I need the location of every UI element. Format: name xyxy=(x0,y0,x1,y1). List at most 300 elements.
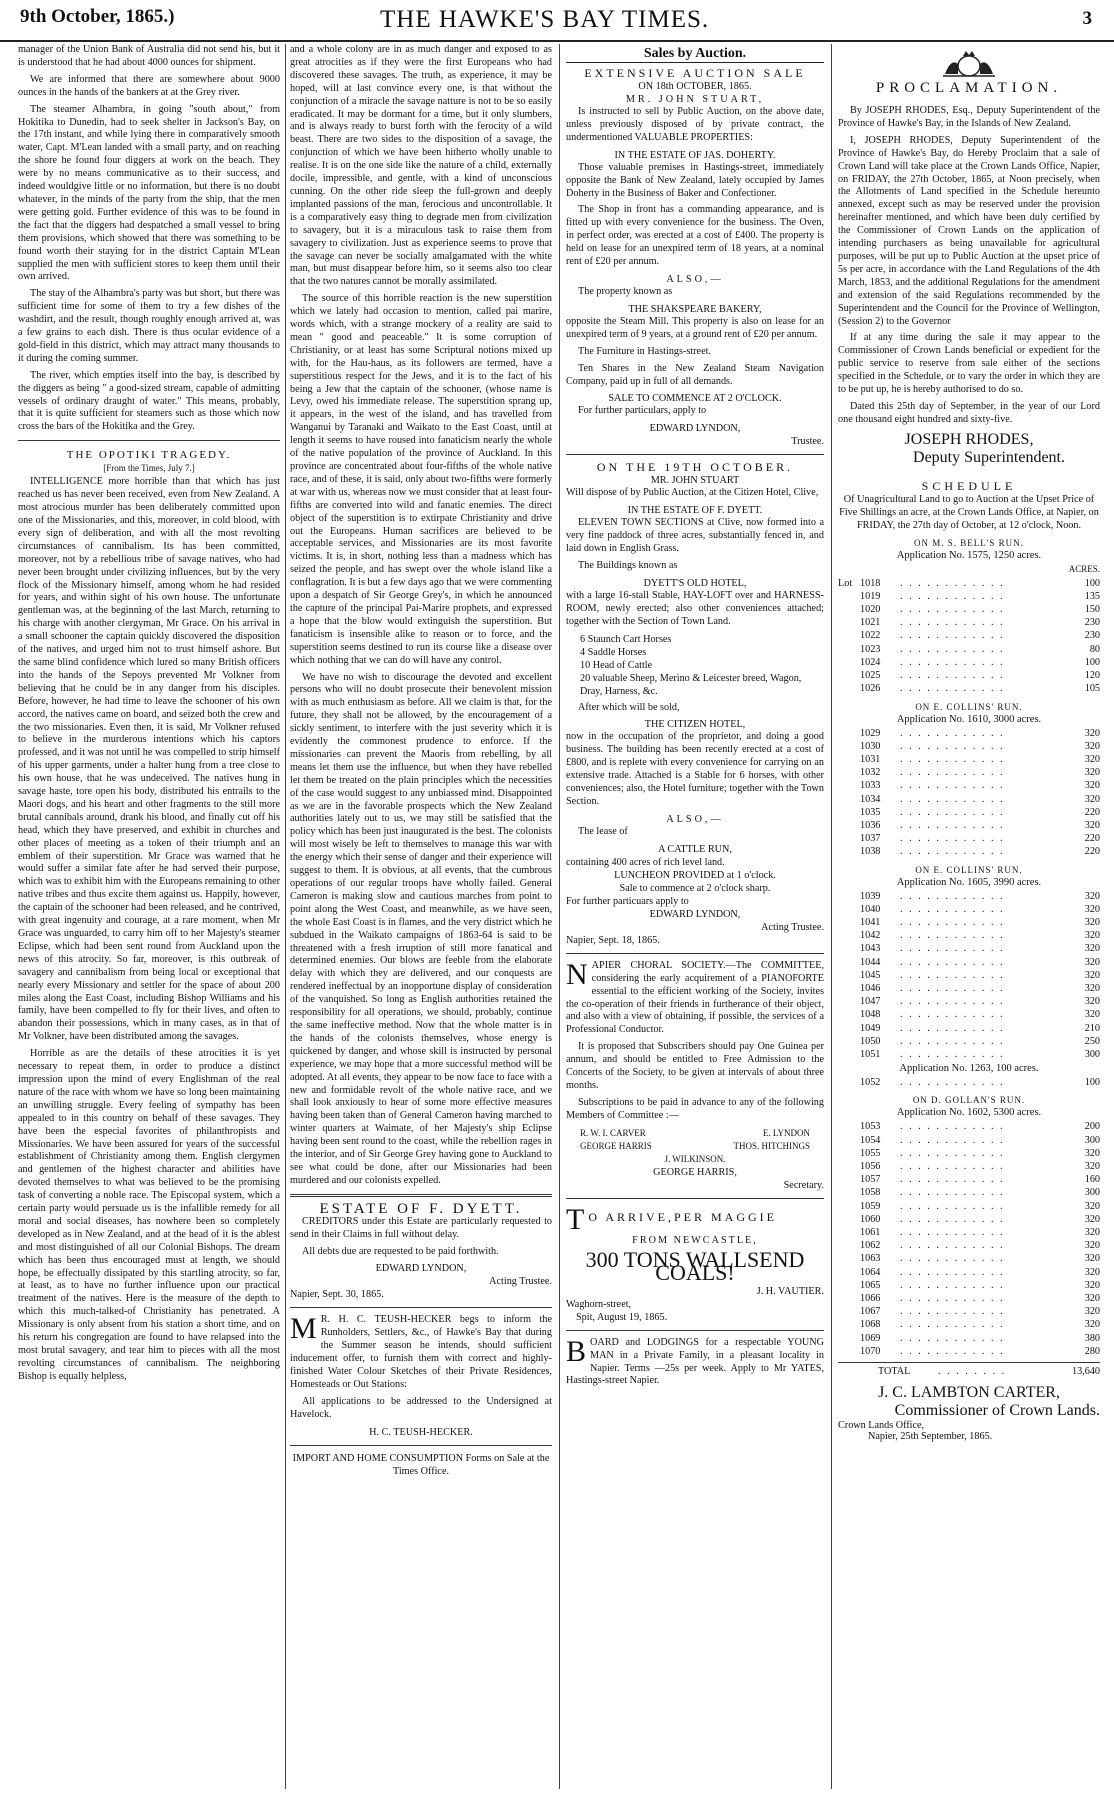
lot-acres: 320 xyxy=(1084,1200,1100,1212)
proclamation-text: I, JOSEPH RHODES, Deputy Superintendent of the Province of Hawke's Bay, do Hereby Proclaim that a sale of Crown Land will take place at the Crown Lands Office, Napier, on FRIDAY, the 27th October, 1865, at Noon precisely, when the Allotments of Land specified in the Schedule hereunto annexed, except such as may be reserved under the provision hereinafter mentioned, and which have been duly certified by the Commissioner of Crown Lands on the application of intending purchasers as being unavailable for agricultural purposes, will be put up to Public Auction at the upset price of 5s per acre, in accordance with the Land Regulations of the 4th March, 1853, and the additional Regulations for the amendment and extension of the said Regulations recommended by the Superintendent and the Council for the Province of Wellington, (Session 2) to the Governor xyxy=(838,134,1100,327)
schedule-row xyxy=(838,1076,1100,1089)
notice-text: All applications to be addressed to the Undersigned at Havelock. xyxy=(290,1395,552,1420)
notice-role: Trustee. xyxy=(791,436,824,448)
schedule-row xyxy=(838,1134,1100,1147)
notice-title: O ARRIVE,PER MAGGIE xyxy=(588,1209,777,1224)
column-rule xyxy=(559,44,560,1789)
dot-leader: . . . . . . . . . . . . xyxy=(900,683,1005,695)
lot-label xyxy=(838,1008,860,1021)
notice-text: The lease of xyxy=(578,825,628,837)
lot-number: 1044 xyxy=(860,956,881,968)
dot-leader: . . . . . . . . . . . . xyxy=(900,590,1005,602)
lot-number: 1065 xyxy=(860,1279,881,1291)
schedule-row xyxy=(838,1318,1100,1331)
lot-acres: 320 xyxy=(1084,1160,1100,1172)
schedule-row xyxy=(838,1008,1100,1021)
schedule-row xyxy=(838,1022,1100,1035)
notice-text: The Buildings known as xyxy=(578,559,678,571)
lot-acres: 320 xyxy=(1084,903,1100,915)
lot-number: 1067 xyxy=(860,1306,881,1318)
committee-row xyxy=(566,1140,824,1153)
dot-leader: . . . . . . . . . . . . xyxy=(900,930,1005,942)
application-line: Application No. 1575, 1250 acres. xyxy=(896,550,1042,562)
article-paragraph: We are informed that there are somewhere about 9000 ounces in the hands of the bankers at at the Grey river. xyxy=(18,73,280,98)
notice-signature: EDWARD LYNDON, xyxy=(649,908,741,920)
dot-leader: . . . . . . . . . . . . xyxy=(900,890,1005,902)
committee-member: THOS. HITCHINGS xyxy=(733,1140,810,1151)
lot-label xyxy=(838,1076,860,1089)
dot-leader: . . . . . . . . . . . . xyxy=(900,1147,1005,1159)
committee-member: GEORGE HARRIS xyxy=(580,1140,652,1151)
notice-text: Those valuable premises in Hastings-street, immediately opposite the Bank of New Zealand, lately occupied by James Doherty in the Business of Baker and Confectioner. xyxy=(566,161,824,199)
lot-label xyxy=(838,616,860,629)
schedule-row xyxy=(838,753,1100,766)
drop-cap: T xyxy=(566,1202,585,1236)
lot-number: 1066 xyxy=(860,1293,881,1305)
lot-number: 1040 xyxy=(860,903,881,915)
lot-acres: 220 xyxy=(1084,846,1100,858)
lot-number: 1034 xyxy=(860,793,881,805)
lot-number: 1061 xyxy=(860,1227,881,1238)
dot-leader: . . . . . . . . . . . . xyxy=(900,767,1005,779)
schedule-table xyxy=(838,538,1100,1358)
lot-number: 1068 xyxy=(860,1319,881,1331)
coals-advert xyxy=(566,1202,824,1324)
coals-headline: 300 TONS WALLSEND COALS! xyxy=(585,1246,805,1285)
schedule-row xyxy=(838,942,1100,955)
lot-label xyxy=(838,1305,860,1318)
estate-notice xyxy=(290,1200,552,1302)
lot-label xyxy=(838,1345,860,1358)
lot-acres: 210 xyxy=(1084,1022,1100,1034)
lot-acres: 320 xyxy=(1084,1147,1100,1159)
divider xyxy=(290,1307,552,1308)
notice-role: Acting Trustee. xyxy=(761,921,824,933)
lot-label xyxy=(838,819,860,832)
dot-leader: . . . . . . . . . . . . xyxy=(900,916,1005,928)
lot-acres: 100 xyxy=(1084,656,1100,668)
lot-acres: 150 xyxy=(1084,604,1100,616)
notice-text: Sale to commence at 2 o'clock sharp. xyxy=(619,882,771,894)
article-heading: THE OPOTIKI TRAGEDY. xyxy=(66,449,232,462)
notice-signature: H. C. TEUSH-HECKER. xyxy=(369,1426,473,1438)
notice-text: The Furniture in Hastings-street. xyxy=(578,345,711,357)
dot-leader: . . . . . . . . . . . . xyxy=(900,1293,1005,1305)
lot-label xyxy=(838,643,860,656)
schedule-row xyxy=(838,1252,1100,1265)
lot-number: 1049 xyxy=(860,1022,881,1034)
lot-number: 1036 xyxy=(860,819,881,831)
lot-label xyxy=(838,1134,860,1147)
dot-leader: . . . . . . . . . . . . xyxy=(900,1187,1005,1199)
lot-number: 1056 xyxy=(860,1160,881,1172)
schedule-row xyxy=(838,1160,1100,1173)
lot-acres: 230 xyxy=(1084,630,1100,642)
teush-hecker-notice xyxy=(290,1314,552,1438)
lot-label xyxy=(838,1120,860,1133)
lot-number: 1055 xyxy=(860,1147,881,1159)
dot-leader: . . . . . . . . . . . . xyxy=(900,1345,1005,1357)
total-label: TOTAL xyxy=(878,1366,911,1378)
lot-acres: 135 xyxy=(1084,590,1100,602)
dot-leader: . . . . . . . . . . . . xyxy=(900,1319,1005,1331)
run-name: ON E. COLLINS' RUN. xyxy=(915,864,1023,875)
dot-leader: . . . . . . . . . . . . xyxy=(900,577,1005,589)
lot-acres: 320 xyxy=(1084,1319,1100,1331)
dot-leader: . . . . . . . . . . . . xyxy=(900,819,1005,831)
dot-leader: . . . . . . . . . . . . xyxy=(900,1200,1005,1212)
dot-leader: . . . . . . . . . . . . xyxy=(900,753,1005,765)
lot-acres: 300 xyxy=(1084,1048,1100,1060)
dot-leader: . . . . . . . . . . . . xyxy=(900,969,1005,981)
notice-date: Napier, Sept. 30, 1865. xyxy=(290,1289,384,1301)
lot-number: 1035 xyxy=(860,806,881,818)
dot-leader: . . . . . . . . . . . . xyxy=(900,656,1005,668)
lot-number: 1041 xyxy=(860,916,881,928)
property-name: A CATTLE RUN, xyxy=(658,843,732,855)
notice-signature: EDWARD LYNDON, xyxy=(375,1263,467,1275)
lot-acres: 320 xyxy=(1084,1279,1100,1291)
commissioner-name: J. C. LAMBTON CARTER, xyxy=(878,1384,1060,1402)
dot-leader: . . . . . . . . . . . . xyxy=(900,1266,1005,1278)
column-2 xyxy=(290,44,552,1789)
column-1 xyxy=(18,44,280,1789)
article-paragraph: The source of this horrible reaction is the new superstition which we lately had occasion to mention, called pai marire, words which, with a strange mockery of a reality are said to mean " good and peaceable." It is some corruption of Christianity, or at least has some Scriptural notions mixed up with, for the Hau-haus, as its followers are termed, have a superstitious respect for the Jews, and it is to the fact of his being a Jew that the captain of the schooner, (whose name is Levy, owed his immediate release. The superstition sprang up, it appears, in the west of the island, and has travelled from Wanganui by Taranaki and Waikato to the East Coast, until at length it seems to have roused into fanaticism nearly the whole of the native population of the province of Auckland. In this province are concentrated about four-fifths of the whole native race, and of these, it is said, only about two-fifths were formerly at war with us, whereas now we must consider that at least four-fifths are converted into wild and fanatic enemies. The direct object of the superstition is to extirpate Christianity and drive out the Europeans. Human sacrifices are believed to be acceptable services, and Missionaries are its most favorite victims. It is, in short, nothing less than a madness which has seized the people, and has swept over the whole island like a conflagration. It is but a few days ago that we were commenting upon a despatch of Sir George Grey's, in which he announced the capture of the principal Pai-Marire prophets, and expressed a hope that the blow would extinguish the superstition. But fanaticism is insensible alike to reason or to force, and the superstition seems destined to run its course like a disease over which nothing that we can do will have any control. xyxy=(290,293,552,666)
lot-number: 1038 xyxy=(860,846,881,858)
lot-acres: 320 xyxy=(1084,1227,1100,1238)
proclamation-by: By JOSEPH RHODES, Esq., Deputy Superintendent of the Province of Hawke's Bay, in the Islands of New Zealand. xyxy=(838,105,1100,129)
lot-label xyxy=(838,969,860,982)
column-3 xyxy=(566,44,824,1789)
list-item: 6 Staunch Cart Horses xyxy=(580,633,672,645)
lot-acres: 320 xyxy=(1084,890,1100,902)
lot-number: 1052 xyxy=(860,1077,881,1089)
notice-role: Acting Trustee. xyxy=(489,1276,552,1288)
dot-leader: . . . . . . . . . . . . xyxy=(900,1160,1005,1172)
lot-number: 1048 xyxy=(860,1009,881,1021)
dot-leader: . . . . . . . . . . . . xyxy=(900,604,1005,616)
lot-label xyxy=(838,1213,860,1226)
schedule-row xyxy=(838,1226,1100,1239)
notice-text: ELEVEN TOWN SECTIONS at Clive, now formed into a very fine paddock of three acres, substantially fenced in, and laid down in English Grass. xyxy=(566,517,824,555)
notice-text: The Shop in front has a commanding appearance, and is fitted up with every convenience for the business. The Oven, in perfect order, was erected at a cost of £400. The property is held on lease for an unexpired term of 18 years, at a nominal rent of £20 per annum. xyxy=(566,204,824,268)
list-item: 20 valuable Sheep, Merino & Leicester breed, Wagon, Dray, Harness, &c. xyxy=(580,672,802,697)
lot-acres: 320 xyxy=(1084,916,1100,928)
lot-acres: 100 xyxy=(1084,1077,1100,1089)
lot-label xyxy=(838,590,860,603)
issue-date: 9th October, 1865.) xyxy=(20,6,175,27)
schedule-row xyxy=(838,1292,1100,1305)
article-paragraph: The stay of the Alhambra's party was but short, but there was sufficient time for some of them to try a few dishes of the washdirt, and the result, though roughly enough arrived at, was a few grains to each dish. There is thus ocular evidence of a gold-field in this district, which may attract many thousands to it during the coming summer. xyxy=(18,288,280,364)
dot-leader: . . . . . . . . . . . . xyxy=(900,643,1005,655)
dot-leader: . . . . . . . . . . . . xyxy=(900,1174,1005,1186)
proclamation-text: If at any time during the sale it may appear to the Commissioner of Crown Lands beneficial or expedient for the public service to reserve from sale either of the sections specified in the Schedule, or to vary the order in which they are to be put up, he is hereby authorised to do so. xyxy=(838,332,1100,396)
notice-text: containing 400 acres of rich level land. xyxy=(566,856,725,868)
lot-number: 1039 xyxy=(860,890,881,902)
notice-signature: J. H. VAUTIER. xyxy=(756,1285,824,1297)
board-lodging-advert xyxy=(566,1334,824,1389)
run-name: ON E. COLLINS' RUN. xyxy=(915,701,1023,712)
notice-address: Waghorn-street, xyxy=(566,1298,632,1310)
divider xyxy=(566,1330,824,1331)
lot-label xyxy=(838,1226,860,1239)
lot-acres: 230 xyxy=(1084,617,1100,629)
schedule-row xyxy=(838,1332,1100,1345)
lot-acres: 250 xyxy=(1084,1035,1100,1047)
lot-number: 1064 xyxy=(860,1266,881,1278)
estate-name: IN THE ESTATE OF F. DYETT. xyxy=(627,505,763,517)
lot-acres: 320 xyxy=(1084,740,1100,752)
lot-label xyxy=(838,766,860,779)
lot-label xyxy=(838,1252,860,1265)
schedule-row xyxy=(838,982,1100,995)
article-paragraph: The steamer Alhambra, in going "south about," from Hokitika to Dunedin, had to seek shelter in Jackson's Bay, on the 17th instant, and while lying there in comparatively smooth water, Capt. M'Lean landed with a small party, and on reaching the shore he found four diggers at work on the beach. They were by no means communicative as to their success, and indeed wouldgive little or no information, but there is no doubt whatever, in the minds of the party from the ship, that the men were getting gold. Further evidence of this was to be found in the fact that the diggers had despatched a small vessel to bring them provisions, which showed that there was something to be found worth their staying for in the district Captain M'Lean supplied the men with sufficient stores to keep them until their own arrived. xyxy=(18,103,280,283)
lot-number: 1060 xyxy=(860,1213,881,1225)
lot-acres: 320 xyxy=(1084,930,1100,942)
royal-crest-icon xyxy=(941,48,997,78)
column-rule xyxy=(285,44,286,1789)
dot-leader: . . . . . . . . . . . . xyxy=(900,740,1005,752)
lot-acres: 200 xyxy=(1084,1121,1100,1133)
lot-number: 1018 xyxy=(860,577,881,589)
lot-number: 1037 xyxy=(860,833,881,845)
lot-label xyxy=(838,1035,860,1048)
schedule-row xyxy=(838,929,1100,942)
also-label: ALSO,— xyxy=(666,273,724,285)
application-line: Application No. 1263, 100 acres. xyxy=(899,1063,1039,1075)
notice-text: For further particulars, apply to xyxy=(578,405,707,417)
notice-title: ESTATE OF F. DYETT. xyxy=(319,1200,523,1217)
lot-number: 1031 xyxy=(860,753,881,765)
list-item: 4 Saddle Horses xyxy=(580,646,647,658)
schedule-row xyxy=(838,903,1100,916)
application-line: Application No. 1605, 3990 acres. xyxy=(896,876,1042,888)
schedule-row xyxy=(838,603,1100,616)
schedule-row xyxy=(838,1120,1100,1133)
lot-acres: 300 xyxy=(1084,1187,1100,1199)
lot-number: 1069 xyxy=(860,1332,881,1344)
article-paragraph: The river, which empties itself into the bay, is described by the diggers as being " a good-sized stream, capable of admitting vessels of ordinary draught of water." This means, probably, that it is quite sufficient for steamers such as those which now cross the bars of the Hokitika and the Grey. xyxy=(18,369,280,433)
lot-acres: 320 xyxy=(1084,943,1100,955)
dot-leader: . . . . . . . . . . . . xyxy=(900,1240,1005,1252)
notice-date: Napier, Sept. 18, 1865. xyxy=(566,934,660,946)
also-label: ALSO,— xyxy=(666,813,724,825)
lot-label xyxy=(838,682,860,695)
notice-text: APIER CHORAL SOCIETY.—The COMMITTEE, considering the early acquirement of a PIANOFORTE essential to the efficient working of the Society, invites the co-operation of their friends in furtherance of their object, and also with a view of obtaining, if possible, the services of a Professional Conductor. xyxy=(566,959,824,1036)
schedule-row xyxy=(838,956,1100,969)
acres-header-row xyxy=(838,563,1100,576)
lot-acres: 320 xyxy=(1084,1240,1100,1252)
application-line: Application No. 1602, 5300 acres. xyxy=(896,1107,1042,1119)
lot-number: 1051 xyxy=(860,1048,881,1060)
property-name: THE CITIZEN HOTEL, xyxy=(644,719,746,731)
dot-leader: . . . . . . . . . . . . xyxy=(900,833,1005,845)
notice-text: Will dispose of by Public Auction, at the Citizen Hotel, Clive, xyxy=(566,487,819,499)
notice-title: ON THE 19TH OCTOBER. xyxy=(596,460,794,475)
lot-number: 1026 xyxy=(860,683,881,695)
schedule-row xyxy=(838,727,1100,740)
schedule-row xyxy=(838,656,1100,669)
lot-label xyxy=(838,629,860,642)
lot-number: 1020 xyxy=(860,604,881,616)
lot-acres: 100 xyxy=(1084,577,1100,589)
commissioner-role: Commissioner of Crown Lands. xyxy=(894,1402,1100,1420)
lot-acres: 220 xyxy=(1084,806,1100,818)
dot-leader: . . . . . . . . . . . . xyxy=(900,1227,1005,1238)
schedule-row xyxy=(838,1200,1100,1213)
dot-leader: . . . . . . . . . . . . xyxy=(900,793,1005,805)
lot-acres: 320 xyxy=(1084,767,1100,779)
notice-text: Ten Shares in the New Zealand Steam Navigation Company, paid up in full of all demands. xyxy=(566,362,824,387)
notice-text: CREDITORS under this Estate are particularly requested to send in their Claims in full without delay. xyxy=(290,1215,552,1240)
schedule-row xyxy=(838,1213,1100,1226)
schedule-row xyxy=(838,766,1100,779)
article-paragraph: We have no wish to discourage the devoted and excellent persons who will no doubt prosecute their benevolent mission with as much enthusiasm as before. All we claim is that, for the future, they shall not be allowed, by the encouragement of a sickly sentiment, to interfere with the just severity which it is evidently the commonest prudence to enforce. If the missionaries can prevent the Maoris from rebelling, by all means let them use the influence, but when they have rebelled let them be treated on the plain principles which the necessities of the case would suggest to any unbiassed mind. Disappointed as we are in the favorable prospects which the New Zealand authorities lately out to us, we may still be satisfied that the policy which has been just inaugurated is the best. The colonists will most wisely be left to themselves to manage this war with the energy which their sense of danger and their experience will suggest to them. It is obvious, at all events, that the cumbrous operations of our regular troops have wholly failed. General Cameron is making slow and cautious marches from point to point along the West Coast, and meanwhile, as we have seen, the whole East Coast is in flames, and the very district which he subdued in the Waikato campaigns of 1863-64 is said to be threatened with a fresh irruption of still more fanatical and determined enemies. Our blows are feeble from the elaborate delay with which they are delivered, and our conquests are rendered ineffectual by an inopportune display of consideration of the vanquished. So long as English authorities retained the responsibility for all operations, we should, probably, continue the same ineffective method. Now that the whole matter is in the hands of the colonists themselves, whose energy is quickened by danger, and whose skill is instructed by personal experience, we may hope that a more successful method will be adopted. At all events, they appear to be now face to face with a new and formidable revolt of the whole native race, and we shall look anxiously to hear of some more effective measures having been taken than of General Cameron having marched to winter quarters at Waimate, of her Majesty's ship Eclipse having been sent round to the coast, while the rebellion rages in the interior, and of Sir George Grey having gone to Auckland to see what could be done, after our Missionaries had been murdered and our colonists expelled. xyxy=(290,671,552,1186)
notice-text: OARD and LODGINGS for a respectable YOUNG MAN in a Private Family, in a pleasant locality in Napier. Terms —25s per week. Apply to Mr YATES, Hastings-street Napier. xyxy=(566,1336,824,1387)
lot-label xyxy=(838,916,860,929)
schedule-row xyxy=(838,1239,1100,1252)
lot-acres: 280 xyxy=(1084,1345,1100,1357)
schedule-row xyxy=(838,995,1100,1008)
dot-leader: . . . . . . . . . . . . xyxy=(900,996,1005,1008)
dot-leader: . . . . . . . . . . . . xyxy=(900,1035,1005,1047)
livestock-list xyxy=(566,633,824,698)
committee-member: J. WILKINSON. xyxy=(664,1153,726,1164)
lot-number: 1063 xyxy=(860,1253,881,1265)
lot-number: 1022 xyxy=(860,630,881,642)
lot-acres: 320 xyxy=(1084,793,1100,805)
lot-label xyxy=(838,1292,860,1305)
dot-leader: . . . . . . . . . . . . xyxy=(900,1134,1005,1146)
drop-cap: M xyxy=(290,1312,317,1346)
schedule-row xyxy=(838,845,1100,858)
lot-acres: 320 xyxy=(1084,969,1100,981)
proclamation-role: Deputy Superintendent. xyxy=(913,448,1065,466)
dot-leader: . . . . . . . . . . . . xyxy=(900,1048,1005,1060)
committee-row xyxy=(566,1127,824,1140)
notice-title: EXTENSIVE AUCTION SALE xyxy=(584,66,806,80)
lot-acres: 320 xyxy=(1084,753,1100,765)
lot-label xyxy=(838,793,860,806)
article-paragraph: INTELLIGENCE more horrible than that which has just reached us has never been received, even from New Zealand. A most atrocious murder has been deliberately committed upon one of the Missionaries, and this, moreover, in cold blood, with every sign of deliberation, and with all the most revolting circumstances of cannibalism. Its has been committed, moreover, not by a rebellious tribe of savage natives, who had never been brought under civilizing influences, but by the very flock of the Missionary himself, among whom he had resided for years, and within sight of his own house. The unfortunate gentleman was, at the beginning of the last March, returning to his charge with another clergyman, Mr Grace. On his arrival in a small schooner the captain quickly discovered the disposition of the natives, and urged him not to trust himself ashore. But the same blind confidence which lured so many British officers into the hands of the Sepoys prevented Mr Volkner from believing that he could be in any danger from his disciples. Before, however, he had time to leave the schooner of his own accord, the natives came on board, and seized both the crew and the two missionaries. Even then, it is said, Mr Volkner refused to believe in the murderous intentions which his captors professed, and it was not until he was compelled to strip himself of his upper garments, under a halter hung from a tree close to his own house, that he was undeceived. The natives hung in savage haste, tore open his body, distributed his entrails to the Maori dogs, and his heart and other fragments to the still more brutal cannibals around, drank his blood, and finally cut off his head, which they have preserved, and exhibit in churches and other places of meeting as a token of their triumph and an emblem of their superstition. Mr Grace was warned that he would suffer a similar fate after he had served their purpose, which was to exhibit him with the Europeans remaining to other native tribes and thus excite them against us. Happily, however, the captain of the schooner had been released, and he contrived, with great ingenuity and courage, at a rare moment, when Mr Grace was unguarded, to carry him off to her Majesty's steamer Eclipse, which had been sent round from Auckland upon the news of this atrocity. So far, moreover, is this outbreak of savagery and cannibalism from being local or exceptional that nearly every Missionary and settler for the space of about 200 miles along the East Coast, including Bishop Williams and his family, have been compelled to fly for their lives, and often to abandon their possessions, which in many cases, as in that of Mr Volkner, have been distributed among the savages. xyxy=(18,476,280,1043)
dot-leader: . . . . . . . . . . . . xyxy=(900,1253,1005,1265)
drop-cap: N xyxy=(566,957,588,991)
lot-number: 1045 xyxy=(860,969,881,981)
lot-acres: 320 xyxy=(1084,1253,1100,1265)
lot-label xyxy=(838,982,860,995)
lot-acres: 320 xyxy=(1084,956,1100,968)
lot-number: 1053 xyxy=(860,1121,881,1133)
dot-leader: . . . . . . . . . . . . xyxy=(900,956,1005,968)
lot-label xyxy=(838,1048,860,1061)
lot-acres: 320 xyxy=(1084,996,1100,1008)
notice-signature: GEORGE HARRIS, xyxy=(653,1166,737,1178)
lot-number: 1047 xyxy=(860,996,881,1008)
office-name: Crown Lands Office, xyxy=(838,1420,925,1432)
schedule-total-row xyxy=(838,1362,1100,1378)
lot-label xyxy=(838,779,860,792)
lot-number: 1046 xyxy=(860,982,881,994)
schedule-row xyxy=(838,1305,1100,1318)
lot-number: 1057 xyxy=(860,1174,881,1186)
lot-acres: 320 xyxy=(1084,1266,1100,1278)
schedule-row xyxy=(838,1173,1100,1186)
lot-label xyxy=(838,1239,860,1252)
schedule-row xyxy=(838,740,1100,753)
schedule-row xyxy=(838,1279,1100,1292)
property-name: DYETT'S OLD HOTEL, xyxy=(643,577,747,589)
auction-notice-doherty xyxy=(566,67,824,448)
lot-number: 1025 xyxy=(860,670,881,682)
schedule-row xyxy=(838,616,1100,629)
lot-label xyxy=(838,1147,860,1160)
schedule-row xyxy=(838,643,1100,656)
schedule-row xyxy=(838,969,1100,982)
notice-date: Spit, August 19, 1865. xyxy=(576,1311,668,1323)
lot-number: 1058 xyxy=(860,1187,881,1199)
proclamation-title: PROCLAMATION. xyxy=(875,80,1063,96)
lot-label xyxy=(838,995,860,1008)
lot-number: 1033 xyxy=(860,780,881,792)
dot-leader: . . . . . . . . . . . . xyxy=(900,1121,1005,1133)
lot-label xyxy=(838,1266,860,1279)
schedule-row xyxy=(838,779,1100,792)
masthead xyxy=(0,0,1114,42)
section-heading: Sales by Auction. xyxy=(566,46,824,63)
schedule-row xyxy=(838,629,1100,642)
notice-text: After which will be sold, xyxy=(578,701,680,713)
lot-number: 1054 xyxy=(860,1134,881,1146)
dot-leader: . . . . . . . . . . . . xyxy=(900,903,1005,915)
lot-number: 1043 xyxy=(860,943,881,955)
schedule-row xyxy=(838,1345,1100,1358)
lot-label xyxy=(838,1186,860,1199)
run-name: ON M. S. BELL'S RUN. xyxy=(914,538,1024,549)
schedule-row xyxy=(838,819,1100,832)
lot-label xyxy=(838,669,860,682)
lot-acres: 80 xyxy=(1089,643,1100,655)
lot-acres: 320 xyxy=(1084,780,1100,792)
notice-text: opposite the Steam Mill. This property is also on lease for an unexpired term of 9 years, at a ground rent of £20 per annum. xyxy=(566,315,824,340)
schedule-row xyxy=(838,890,1100,903)
dot-leader: . . . . . . . . . . . . xyxy=(900,630,1005,642)
lot-label xyxy=(838,956,860,969)
run-name: ON D. GOLLAN'S RUN. xyxy=(912,1095,1026,1106)
lot-acres: 120 xyxy=(1084,670,1100,682)
total-value: 13,640 xyxy=(1071,1366,1100,1378)
schedule-intro: Of Unagricultural Land to go to Auction at the Upset Price of Five Shillings an acre, at the Crown Lands Office, at Napier, on FRIDAY, the 27th day of October, at 12 o'clock, Noon. xyxy=(839,493,1099,531)
office-date: Napier, 25th September, 1865. xyxy=(868,1431,993,1443)
notice-text: It is proposed that Subscribers should pay One Guinea per annum, and should be entitled to Free Admission to the Concerts of the Society, to be given at intervals of about three months. xyxy=(566,1041,824,1091)
lot-label xyxy=(838,656,860,669)
lot-label xyxy=(838,1318,860,1331)
lot-number: 1023 xyxy=(860,643,881,655)
estate-name: IN THE ESTATE OF JAS. DOHERTY. xyxy=(614,149,776,161)
dot-leader: . . . . . . . . . . . . xyxy=(900,982,1005,994)
divider xyxy=(566,1198,824,1199)
notice-role: Secretary. xyxy=(783,1179,824,1191)
lot-label xyxy=(838,740,860,753)
column-rule xyxy=(831,44,832,1789)
lot-label xyxy=(838,727,860,740)
notice-text: All debts due are requested to be paid forthwith. xyxy=(302,1245,499,1257)
lot-label xyxy=(838,1022,860,1035)
lot-label xyxy=(838,806,860,819)
list-item: 10 Head of Cattle xyxy=(580,659,653,671)
dot-leader: . . . . . . . . . . . . xyxy=(900,1306,1005,1318)
schedule-row xyxy=(838,1035,1100,1048)
auctioneer-name: MR. JOHN STUART xyxy=(650,475,740,487)
